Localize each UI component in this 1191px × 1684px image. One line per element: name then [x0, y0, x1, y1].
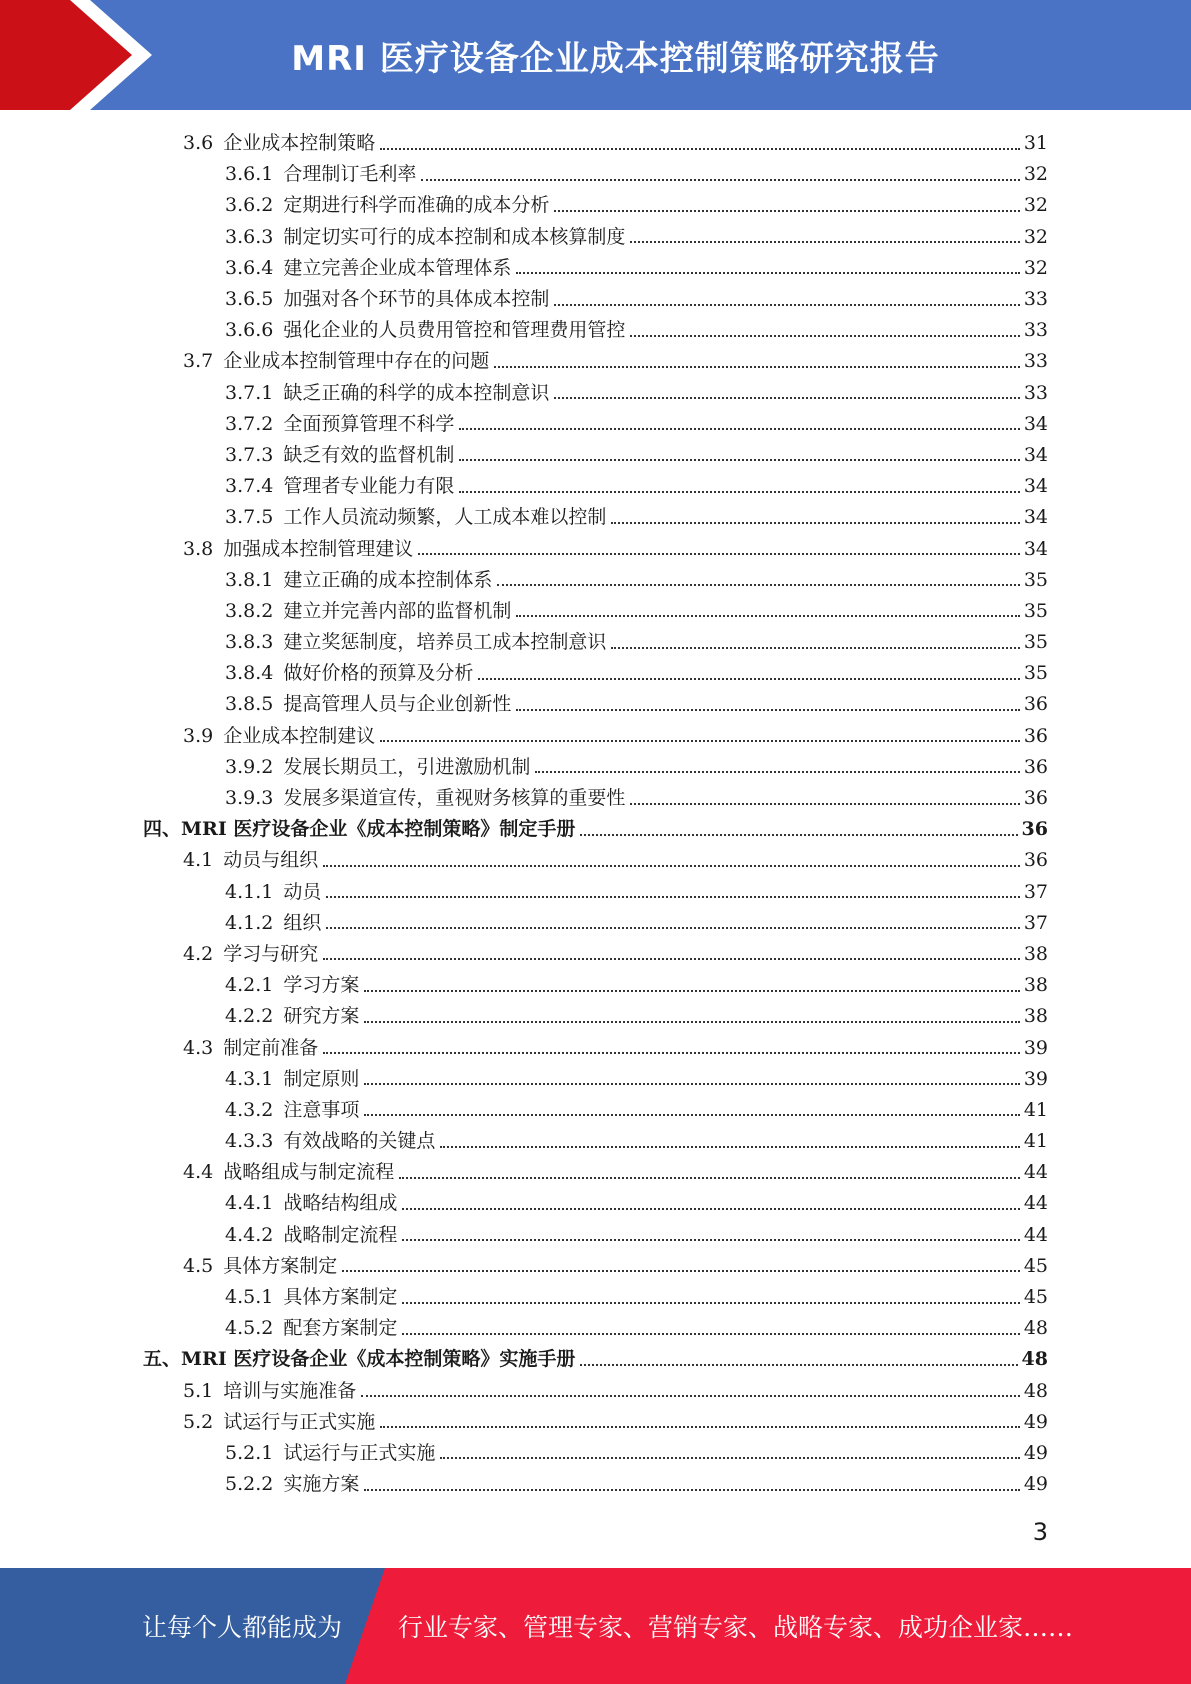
toc-entry[interactable]: [0, 596, 1191, 627]
toc-entry-number: 4.2.1: [225, 974, 274, 997]
toc-entry[interactable]: [0, 284, 1191, 315]
toc-entry-number: 3.8.1: [225, 568, 274, 591]
toc-dot-leader: [323, 958, 1020, 960]
toc-entry-label: [225, 1126, 438, 1157]
toc-entry-page: 44: [1023, 1223, 1048, 1246]
toc-entry-label: [183, 128, 378, 159]
toc-entry-title: 强化企业的人员费用管控和管理费用管控: [283, 319, 626, 342]
toc-entry[interactable]: [0, 689, 1191, 720]
toc-entry-page: 41: [1023, 1130, 1048, 1153]
toc-dot-leader: [554, 304, 1019, 306]
toc-dot-leader: [323, 865, 1020, 867]
toc-entry-number: 4.4.2: [225, 1223, 274, 1246]
toc-entry[interactable]: [0, 471, 1191, 502]
toc-entry-title: 定期进行科学而准确的成本分析: [283, 194, 550, 217]
toc-entry[interactable]: [0, 128, 1191, 159]
toc-entry-page: 37: [1023, 911, 1048, 934]
toc-entry[interactable]: [0, 877, 1191, 908]
toc-entry[interactable]: [0, 752, 1191, 783]
toc-entry-page: 31: [1023, 132, 1048, 155]
toc-entry-number: 5.2: [183, 1410, 214, 1433]
toc-entry-number: 3.8.5: [225, 693, 274, 716]
toc-entry-number: 4.3: [183, 1036, 214, 1059]
toc-dot-leader: [418, 553, 1020, 555]
toc-entry-number: 4.1.1: [225, 880, 274, 903]
toc-entry-label: [225, 409, 457, 440]
toc-entry-label: [225, 159, 419, 190]
toc-entry-title: 培训与实施准备: [223, 1379, 357, 1402]
toc-entry-page: 34: [1023, 412, 1048, 435]
toc-entry-number: 4.3.1: [225, 1067, 274, 1090]
toc-dot-leader: [361, 1395, 1020, 1397]
toc-dot-leader: [364, 1021, 1019, 1023]
toc-entry-label: [225, 253, 514, 284]
toc-entry[interactable]: [0, 1095, 1191, 1126]
page-number: 3: [1032, 1518, 1048, 1546]
toc-entry-label: [225, 1438, 438, 1469]
toc-entry-label: [225, 596, 514, 627]
toc-entry-page: 38: [1023, 942, 1048, 965]
toc-entry-page: 49: [1023, 1410, 1048, 1433]
toc-entry-page: 32: [1023, 194, 1048, 217]
toc-dot-leader: [326, 896, 1019, 898]
toc-dot-leader: [326, 927, 1019, 929]
toc-dot-leader: [516, 272, 1019, 274]
toc-entry-number: 3.6.6: [225, 319, 274, 342]
toc-entry-number: 3.9.3: [225, 787, 274, 810]
toc-entry[interactable]: [0, 1313, 1191, 1344]
toc-dot-leader: [402, 1208, 1019, 1210]
toc-entry-label: [225, 222, 628, 253]
toc-entry-label: [183, 939, 321, 970]
toc-entry-title: 发展多渠道宣传，重视财务核算的重要性: [283, 787, 626, 810]
toc-entry[interactable]: [0, 565, 1191, 596]
toc-entry[interactable]: [0, 409, 1191, 440]
toc-entry-page: 33: [1023, 319, 1048, 342]
toc-entry-number: 4.2.2: [225, 1005, 274, 1028]
toc-dot-leader: [497, 584, 1019, 586]
toc-entry-page: 36: [1023, 755, 1048, 778]
toc-entry[interactable]: [0, 378, 1191, 409]
toc-entry-page: 33: [1023, 381, 1048, 404]
toc-entry[interactable]: [0, 970, 1191, 1001]
toc-dot-leader: [380, 740, 1020, 742]
toc-entry-title: 制定切实可行的成本控制和成本核算制度: [283, 225, 626, 248]
toc-entry-label: [225, 1001, 362, 1032]
toc-entry-title: 提高管理人员与企业创新性: [283, 693, 512, 716]
toc-entry-page: 33: [1023, 350, 1048, 373]
toc-entry-page: 39: [1023, 1036, 1048, 1059]
toc-entry-page: 38: [1023, 1005, 1048, 1028]
toc-entry-title: 四、MRI 医疗设备企业《成本控制策略》制定手册: [143, 818, 576, 841]
toc-entry-number: 4.4: [183, 1161, 214, 1184]
toc-entry-page: 34: [1023, 506, 1048, 529]
toc-entry[interactable]: [0, 1469, 1191, 1500]
toc-dot-leader: [459, 459, 1019, 461]
toc-entry-title: 企业成本控制建议: [223, 724, 376, 747]
toc-dot-leader: [364, 1083, 1019, 1085]
toc-entry-title: 实施方案: [283, 1473, 360, 1496]
toc-entry[interactable]: [0, 1376, 1191, 1407]
toc-entry-title: 配套方案制定: [283, 1317, 398, 1340]
toc-entry-label: [183, 1157, 397, 1188]
toc-dot-leader: [611, 522, 1019, 524]
toc-entry-title: 战略组成与制定流程: [223, 1161, 395, 1184]
toc-entry-title: 管理者专业能力有限: [283, 475, 455, 498]
toc-entry[interactable]: [0, 1032, 1191, 1063]
toc-entry-label: [225, 190, 552, 221]
toc-entry-number: 3.6: [183, 132, 214, 155]
toc-entry-title: 建立正确的成本控制体系: [283, 568, 493, 591]
toc-entry[interactable]: [0, 908, 1191, 939]
toc-entry-page: 32: [1023, 163, 1048, 186]
toc-entry-title: 建立并完善内部的监督机制: [283, 599, 512, 622]
toc-dot-leader: [364, 1114, 1019, 1116]
toc-entry-title: 具体方案制定: [223, 1254, 338, 1277]
toc-entry-page: 45: [1023, 1286, 1048, 1309]
toc-entry-label: [225, 908, 324, 939]
toc-entry-title: 战略制定流程: [283, 1223, 398, 1246]
toc-entry-title: 制定原则: [283, 1067, 360, 1090]
toc-entry-label: [225, 315, 628, 346]
toc-entry-page: 35: [1023, 631, 1048, 654]
toc-entry-label: [225, 284, 552, 315]
toc-entry-label: [225, 1469, 362, 1500]
toc-dot-leader: [402, 1239, 1019, 1241]
toc-entry[interactable]: [0, 814, 1191, 845]
toc-entry-page: 36: [1023, 849, 1048, 872]
toc-entry[interactable]: [0, 440, 1191, 471]
toc-entry-number: 3.8.3: [225, 631, 274, 654]
toc-entry-label: [225, 565, 495, 596]
toc-entry-title: 企业成本控制管理中存在的问题: [223, 350, 490, 373]
toc-entry[interactable]: [0, 1251, 1191, 1282]
toc-entry-page: 45: [1023, 1254, 1048, 1277]
toc-entry-number: 3.7.5: [225, 506, 274, 529]
toc-entry-page: 37: [1023, 880, 1048, 903]
toc-entry-number: 3.6.1: [225, 163, 274, 186]
toc-entry-page: 49: [1023, 1473, 1048, 1496]
toc-entry-page: 36: [1023, 724, 1048, 747]
toc-entry-label: [183, 721, 378, 752]
toc-entry-label: [183, 1251, 340, 1282]
toc-entry-label: [225, 440, 457, 471]
toc-entry-page: 35: [1023, 599, 1048, 622]
toc-entry-label: [225, 783, 628, 814]
toc-entry-number: 3.7.1: [225, 381, 274, 404]
toc-dot-leader: [580, 1364, 1017, 1366]
toc-entry[interactable]: [0, 783, 1191, 814]
toc-entry-title: 缺乏有效的监督机制: [283, 443, 455, 466]
toc-entry-label: [183, 346, 492, 377]
toc-dot-leader: [440, 1146, 1019, 1148]
toc-entry-title: 研究方案: [283, 1005, 360, 1028]
toc-entry-page: 33: [1023, 288, 1048, 311]
toc-entry-label: [225, 970, 362, 1001]
toc-entry-number: 5.2.2: [225, 1473, 274, 1496]
toc-dot-leader: [440, 1457, 1019, 1459]
toc-entry-number: 4.1: [183, 849, 214, 872]
toc-entry-page: 34: [1023, 475, 1048, 498]
toc-entry-number: 3.9: [183, 724, 214, 747]
toc-entry[interactable]: [0, 721, 1191, 752]
toc-dot-leader: [459, 491, 1019, 493]
toc-dot-leader: [630, 335, 1019, 337]
toc-entry-title: 五、MRI 医疗设备企业《成本控制策略》实施手册: [143, 1348, 576, 1371]
toc-entry[interactable]: [0, 845, 1191, 876]
toc-entry-title: 建立完善企业成本管理体系: [283, 256, 512, 279]
toc-dot-leader: [630, 803, 1019, 805]
toc-entry-label: [225, 378, 552, 409]
toc-entry[interactable]: [0, 253, 1191, 284]
toc-dot-leader: [535, 771, 1019, 773]
toc-entry-number: 3.6.3: [225, 225, 274, 248]
toc-entry-page: 35: [1023, 662, 1048, 685]
toc-entry-label: [225, 1282, 400, 1313]
toc-dot-leader: [421, 179, 1019, 181]
toc-entry-number: 5.1: [183, 1379, 214, 1402]
toc-entry[interactable]: [0, 1188, 1191, 1219]
toc-entry[interactable]: [0, 1001, 1191, 1032]
toc-entry-label: [225, 502, 609, 533]
toc-entry-label: [225, 1095, 362, 1126]
toc-entry-page: 44: [1023, 1192, 1048, 1215]
toc-entry-title: 建立奖惩制度，培养员工成本控制意识: [283, 631, 607, 654]
toc-entry-page: 36: [1023, 787, 1048, 810]
toc-entry-label: [225, 471, 457, 502]
page-header: [0, 0, 1191, 110]
toc-entry-page: 36: [1023, 693, 1048, 716]
toc-entry-title: 有效战略的关键点: [283, 1130, 436, 1153]
toc-dot-leader: [399, 1177, 1020, 1179]
toc-entry[interactable]: [0, 346, 1191, 377]
toc-dot-leader: [380, 1426, 1020, 1428]
toc-entry-label: [225, 752, 533, 783]
toc-entry-label: [225, 1313, 400, 1344]
toc-entry-label: [183, 1033, 321, 1064]
toc-entry-page: 34: [1023, 443, 1048, 466]
toc-dot-leader: [380, 148, 1020, 150]
footer-slogan-left: 让每个人都能成为: [142, 1613, 343, 1642]
toc-entry-page: 36: [1021, 818, 1048, 841]
toc-entry-title: 合理制订毛利率: [283, 163, 417, 186]
toc-entry-title: 具体方案制定: [283, 1286, 398, 1309]
toc-entry-page: 34: [1023, 537, 1048, 560]
toc-entry-number: 3.6.2: [225, 194, 274, 217]
toc-entry-number: 3.7.4: [225, 475, 274, 498]
toc-entry[interactable]: [0, 627, 1191, 658]
toc-entry-title: 试运行与正式实施: [283, 1441, 436, 1464]
toc-dot-leader: [364, 1489, 1019, 1491]
toc-entry-title: 学习方案: [283, 974, 360, 997]
toc-entry-label: [225, 689, 514, 720]
toc-entry-number: 3.9.2: [225, 755, 274, 778]
toc-dot-leader: [554, 397, 1019, 399]
toc-entry-title: 战略结构组成: [283, 1192, 398, 1215]
toc-entry-title: 制定前准备: [223, 1036, 319, 1059]
toc-entry-label: [225, 1064, 362, 1095]
toc-dot-leader: [611, 647, 1019, 649]
toc-dot-leader: [580, 834, 1017, 836]
toc-entry-label: [143, 1344, 578, 1375]
toc-entry-page: 32: [1023, 225, 1048, 248]
toc-entry-page: 35: [1023, 568, 1048, 591]
toc-entry-title: 动员: [283, 880, 322, 903]
toc-entry-title: 试运行与正式实施: [223, 1410, 376, 1433]
toc-entry-title: 发展长期员工，引进激励机制: [283, 755, 531, 778]
toc-entry-label: [183, 1376, 359, 1407]
toc-entry-title: 缺乏正确的科学的成本控制意识: [283, 381, 550, 404]
toc-entry-number: 4.2: [183, 942, 214, 965]
toc-entry[interactable]: [0, 502, 1191, 533]
toc-entry-title: 学习与研究: [223, 942, 319, 965]
toc-entry-number: 4.3.3: [225, 1130, 274, 1153]
toc-entry-title: 企业成本控制策略: [223, 132, 376, 155]
toc-dot-leader: [478, 678, 1019, 680]
toc-entry-number: 5.2.1: [225, 1441, 274, 1464]
toc-entry-label: [225, 877, 324, 908]
toc-entry-title: 工作人员流动频繁，人工成本难以控制: [283, 506, 607, 529]
toc-entry-page: 41: [1023, 1098, 1048, 1121]
toc-entry-page: 48: [1023, 1379, 1048, 1402]
toc-entry-number: 3.8.2: [225, 599, 274, 622]
toc-entry-title: 做好价格的预算及分析: [283, 662, 474, 685]
toc-dot-leader: [364, 990, 1019, 992]
toc-entry-label: [143, 814, 578, 845]
toc-entry-label: [183, 534, 416, 565]
toc-entry-page: 48: [1021, 1348, 1048, 1371]
toc-entry-number: 3.6.5: [225, 288, 274, 311]
toc-entry-number: 3.7: [183, 350, 214, 373]
toc-entry-number: 4.5: [183, 1254, 214, 1277]
toc-entry-label: [225, 1220, 400, 1251]
toc-entry[interactable]: [0, 1157, 1191, 1188]
toc-entry-label: [225, 658, 476, 689]
toc-entry[interactable]: [0, 1126, 1191, 1157]
report-title: MRI 医疗设备企业成本控制策略研究报告: [291, 38, 940, 79]
toc-dot-leader: [459, 428, 1019, 430]
toc-entry[interactable]: [0, 190, 1191, 221]
page-footer: [0, 1568, 1191, 1684]
table-of-contents: [0, 128, 1191, 1500]
toc-entry[interactable]: [0, 1064, 1191, 1095]
toc-entry[interactable]: [0, 1282, 1191, 1313]
toc-entry-page: 49: [1023, 1441, 1048, 1464]
toc-dot-leader: [323, 1052, 1020, 1054]
toc-dot-leader: [494, 366, 1020, 368]
toc-entry-label: [225, 627, 609, 658]
toc-dot-leader: [402, 1333, 1019, 1335]
toc-entry-number: 4.5.1: [225, 1286, 274, 1309]
toc-entry-title: 加强对各个环节的具体成本控制: [283, 288, 550, 311]
toc-entry-page: 44: [1023, 1161, 1048, 1184]
toc-entry[interactable]: [0, 1220, 1191, 1251]
toc-entry-number: 4.4.1: [225, 1192, 274, 1215]
toc-entry[interactable]: [0, 1438, 1191, 1469]
toc-dot-leader: [554, 210, 1019, 212]
toc-entry-label: [225, 1188, 400, 1219]
toc-entry-page: 39: [1023, 1067, 1048, 1090]
toc-dot-leader: [516, 615, 1019, 617]
toc-entry[interactable]: [0, 939, 1191, 970]
toc-entry-title: 加强成本控制管理建议: [223, 537, 414, 560]
header-red-chevron: [0, 0, 150, 110]
toc-entry[interactable]: [0, 315, 1191, 346]
toc-entry-label: [183, 1407, 378, 1438]
toc-entry-title: 注意事项: [283, 1098, 360, 1121]
toc-entry-page: 32: [1023, 256, 1048, 279]
toc-entry-number: 3.7.2: [225, 412, 274, 435]
toc-dot-leader: [630, 241, 1019, 243]
toc-entry-label: [183, 845, 321, 876]
toc-entry[interactable]: [0, 658, 1191, 689]
toc-dot-leader: [402, 1302, 1019, 1304]
toc-dot-leader: [516, 709, 1019, 711]
toc-entry-number: 4.1.2: [225, 911, 274, 934]
toc-entry-number: 3.7.3: [225, 443, 274, 466]
toc-entry-page: 48: [1023, 1317, 1048, 1340]
toc-entry[interactable]: [0, 533, 1191, 564]
toc-entry-title: 全面预算管理不科学: [283, 412, 455, 435]
toc-dot-leader: [342, 1270, 1020, 1272]
toc-entry[interactable]: [0, 222, 1191, 253]
toc-entry-page: 38: [1023, 974, 1048, 997]
toc-entry-number: 4.3.2: [225, 1098, 274, 1121]
toc-entry[interactable]: [0, 1344, 1191, 1375]
footer-slogan-right: 行业专家、管理专家、营销专家、战略专家、成功企业家……: [398, 1613, 1074, 1642]
toc-entry[interactable]: [0, 1407, 1191, 1438]
toc-entry-number: 3.8.4: [225, 662, 274, 685]
toc-entry-number: 3.8: [183, 537, 214, 560]
toc-entry-number: 3.6.4: [225, 256, 274, 279]
toc-entry[interactable]: [0, 159, 1191, 190]
toc-entry-number: 4.5.2: [225, 1317, 274, 1340]
toc-entry-title: 组织: [283, 911, 322, 934]
toc-entry-title: 动员与组织: [223, 849, 319, 872]
